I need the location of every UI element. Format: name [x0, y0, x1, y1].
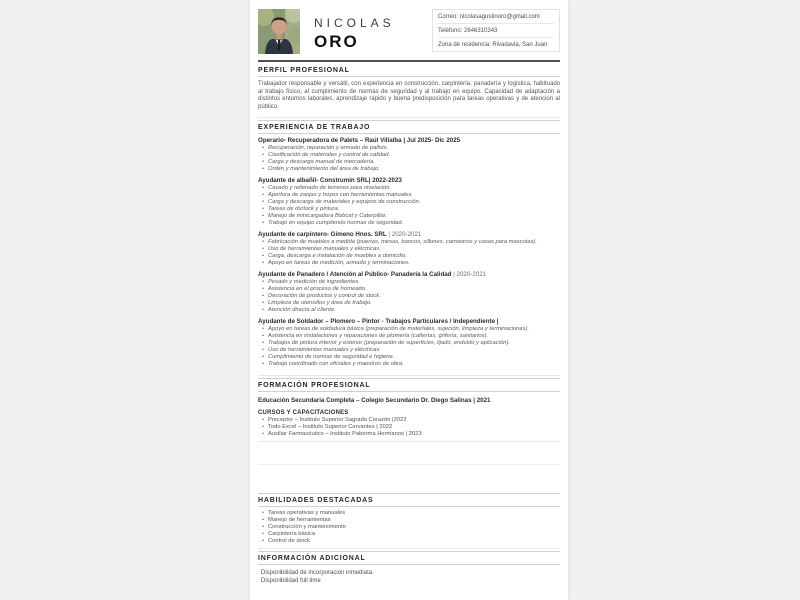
additional-info-line: Disponibilidad de incorporación inmediata. [261, 570, 374, 577]
skill-item: • Tareas operativas y manuales [258, 510, 560, 517]
additional-info-list [258, 570, 560, 585]
section-title-perfil: PERFIL PROFESIONAL [258, 64, 560, 77]
job-duty: • Cavado y rellenado de terrenos para nivelación. [258, 185, 560, 192]
contact-email: Correo: nicolasagustinoro@gmail.com [438, 10, 554, 24]
job-duty: • Cumplimiento de normas de seguridad e higiene. [258, 354, 560, 361]
job-duty: • Trabajo coordinado con oficiales y maestros de obra. [258, 361, 560, 368]
courses-list [258, 417, 560, 438]
section-title-habilidades: HABILIDADES DESTACADAS [258, 493, 560, 507]
skills-list [258, 510, 560, 545]
skill-item: • Carpintería básica [258, 531, 560, 538]
skill-item: • Manejo de herramientas [258, 517, 560, 524]
job-duty: • Apertura de zanjas y hoyos con herramientas manuales. [258, 192, 560, 199]
skill-item: • Construcción y mantenimiento [258, 524, 560, 531]
name-block [314, 9, 395, 52]
job-heading [258, 177, 560, 184]
additional-info [258, 568, 560, 585]
job-duty: • Decoración de productos y control de stock. [258, 293, 560, 300]
job-heading [258, 271, 560, 278]
job-duty: • Carga y descarga manual de mercadería. [258, 159, 560, 166]
job-duty: • Trabajos de pintura interior y exterior (preparación de superficies, lijado, enduido y aplicación). [258, 340, 560, 347]
page-gap [258, 443, 560, 491]
job-duty: • Asistencia en instalaciones y reparaciones de plomería (cañerías, grifería, sanitarios). [258, 333, 560, 340]
job-duty: • Tareas de durlock y pintura. [258, 206, 560, 213]
section-habilidades [258, 493, 560, 549]
job-heading [258, 318, 560, 325]
job-duty: • Fabricación de muebles a medida (puertas, mesas, bancos, sillones, camastros y casas para mascotas). [258, 239, 560, 246]
section-info-adicional [258, 551, 560, 585]
profile-photo-icon [258, 9, 300, 54]
course-item: • Auxiliar Farmacéutico – Instituto Paberma Hermanos | 2023 [258, 431, 560, 438]
job-entry-operario [258, 137, 560, 173]
education-degree: Educación Secundaria Completa – Colegio Secundario Dr. Diego Salinas | 2021 [258, 397, 491, 405]
job-entry-carpintero [258, 231, 560, 267]
section-title-experiencia: EXPERIENCIA DE TRABAJO [258, 120, 560, 134]
job-duty: • Atención directa al cliente. [258, 307, 560, 314]
resume-page [250, 0, 568, 600]
section-title-formacion: FORMACIÓN PROFESIONAL [258, 378, 560, 392]
course-item: • Preceptor – Instituto Superior Sagrado Corazón |2022 [258, 417, 560, 424]
job-duty-list [258, 145, 560, 173]
job-heading [258, 137, 560, 144]
job-duty: • Asistencia en el proceso de horneado. [258, 286, 560, 293]
job-heading [258, 231, 560, 238]
job-title: Ayudante de Soldador – Plomero – Pintor - Trabajos Particulares / Independiente | [258, 318, 499, 326]
job-duty: • Recuperación, reparación y armado de pallets. [258, 145, 560, 152]
job-period: | 2020-2021 [386, 231, 422, 239]
job-duty: • Manejo de minicargadora Bobcat y Caterpillar. [258, 213, 560, 220]
job-duty: • Orden y mantenimiento del área de trabajo. [258, 166, 560, 173]
job-title: Ayudante de albañil- Construmin SRL| 2022-2023 [258, 177, 402, 185]
first-name: NICOLAS [314, 16, 395, 30]
resume-header [258, 9, 560, 62]
courses-subheading: CURSOS Y CAPACITACIONES [258, 410, 349, 417]
job-title: Operario- Recuperadora de Palets – Raúl Villalba | Jul 2025- Dic 2025 [258, 137, 461, 145]
job-duty: • Clasificación de materiales y control de calidad. [258, 152, 560, 159]
section-experiencia [258, 120, 560, 376]
section-formacion [258, 378, 560, 442]
job-duty: • Uso de herramientas manuales y eléctricas. [258, 246, 560, 253]
skill-item: • Control de stock [258, 538, 560, 545]
job-duty-list [258, 185, 560, 227]
section-perfil-profesional [258, 64, 560, 118]
job-duty: • Uso de herramientas manuales y eléctricas. [258, 347, 560, 354]
job-duty: • Trabajo en equipo cumpliendo normas de seguridad. [258, 220, 560, 227]
job-duty-list [258, 326, 560, 368]
additional-info-line: Disponibilidad full time [261, 577, 321, 584]
job-duty: • Apoyo en tareas de soldadura básica (preparación de materiales, sujeción, limpieza y terminaciones). [258, 326, 560, 333]
job-period: | 2020-2021 [451, 271, 487, 279]
job-duty: • Carga, descarga e instalación de muebles a domicilio. [258, 253, 560, 260]
last-name: ORO [314, 32, 359, 51]
job-duty: • Carga y descarga de materiales y equipos de construcción. [258, 199, 560, 206]
job-duty: • Apoyo en tareas de medición, armado y terminaciones. [258, 260, 560, 267]
job-duty: • Limpieza de utensilios y área de trabajo. [258, 300, 560, 307]
job-title: Ayudante de carpintero- Gimeno Hnos. SRL [258, 231, 387, 239]
job-duty: • Pesado y medición de ingredientes. [258, 279, 560, 286]
job-entry-panadero [258, 271, 560, 314]
job-title: Ayudante de Panadero / Atención al Público- Panadería la Calidad [258, 271, 452, 279]
job-duty-list [258, 279, 560, 314]
contact-phone: Teléfono: 2646310343 [438, 24, 554, 38]
contact-location: Zona de residencia: Rivadavia, San Juan [438, 42, 548, 48]
job-entry-soldador [258, 318, 560, 368]
section-title-info: INFORMACIÓN ADICIONAL [258, 551, 560, 565]
job-entry-albanil [258, 177, 560, 227]
job-duty-list [258, 239, 560, 267]
course-item: • Todo Excel – Instituto Superior Cervantes | 2022 [258, 424, 560, 431]
profile-text: Trabajador responsable y versátil, con experiencia en construcción, carpintería, panadería y logística, habituado al trabajo físico, al cumplimiento de normas de seguridad y al trabajo en equipo. Capacidad de adaptación a distintos entornos laborales, aprendizaje rápido y buena predisposición para tareas operativas y de atención al público. [258, 81, 560, 110]
contact-box [432, 9, 560, 52]
